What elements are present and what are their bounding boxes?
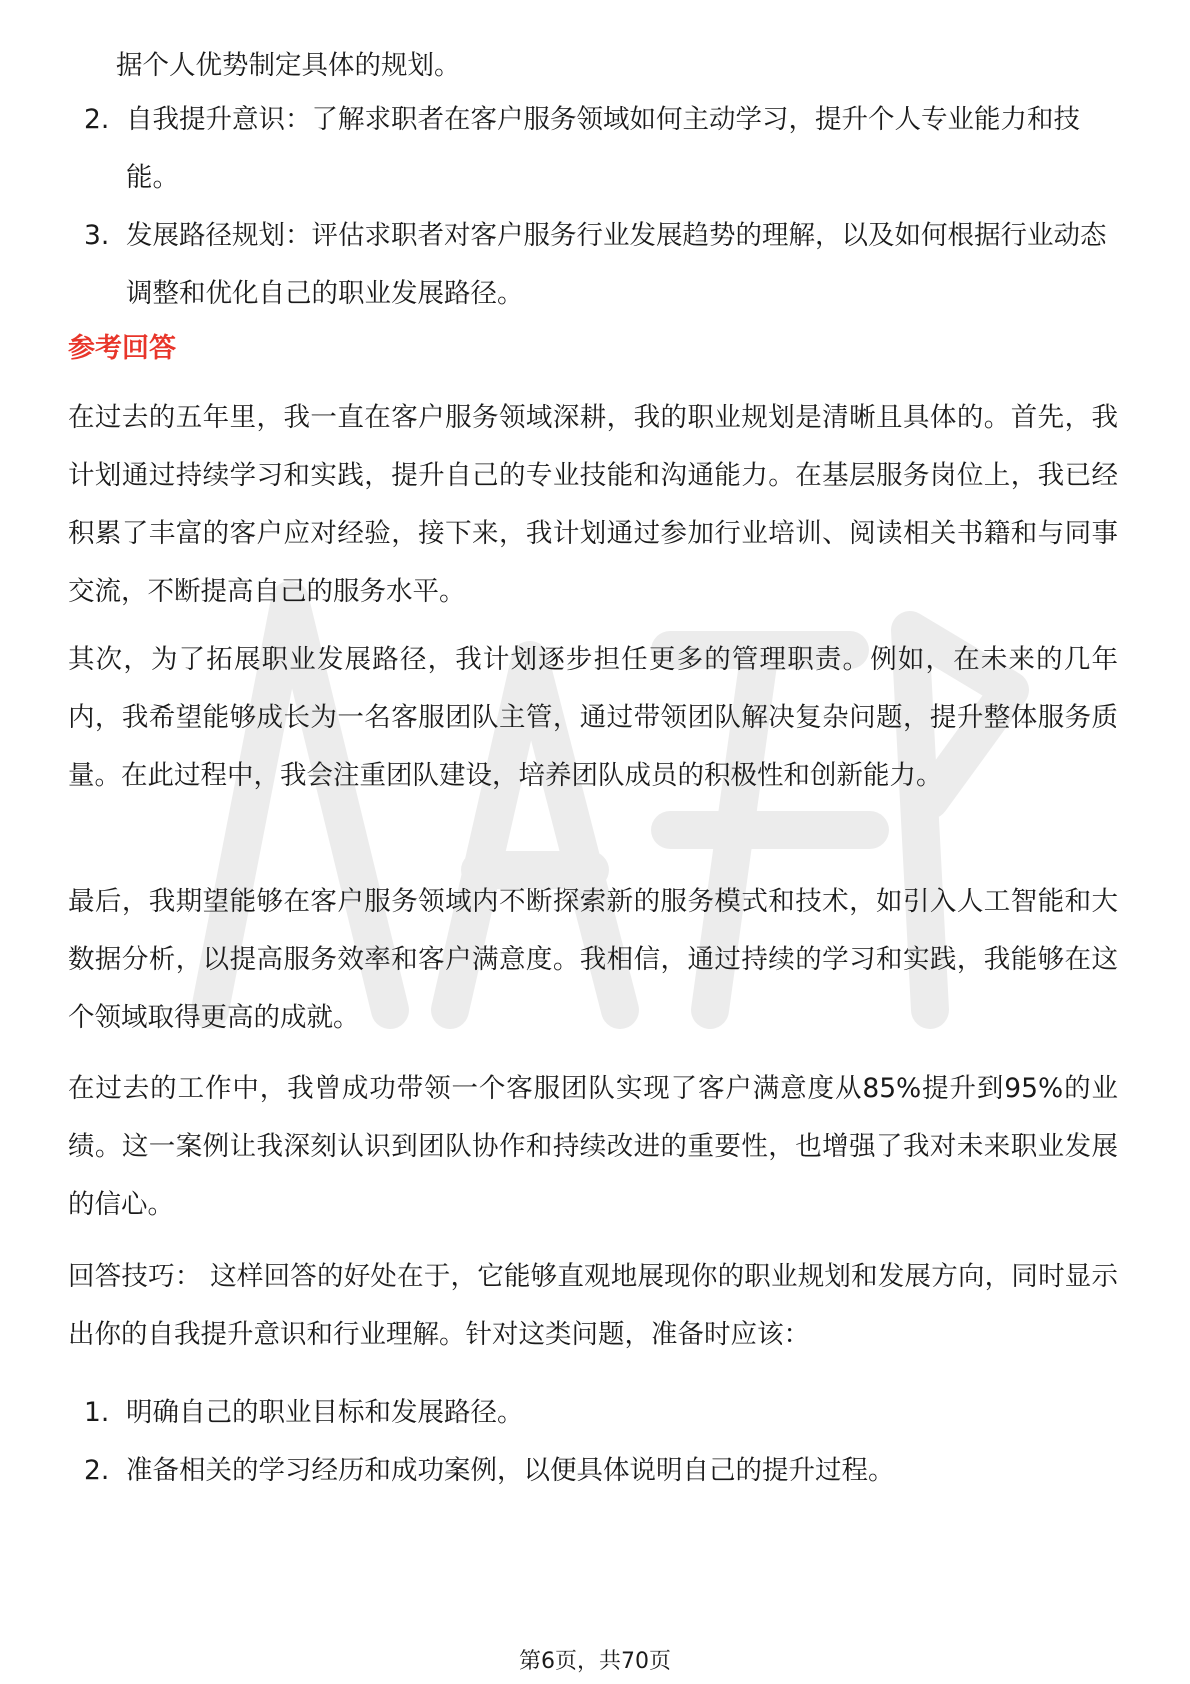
- page-footer: 第6页，共70页: [519, 1649, 671, 1674]
- answer-tips-paragraph: 回答技巧： 这样回答的好处在于，它能够直观地展现你的职业规划和发展方向，同时显示出你的自我提升意识和行业理解。针对这类问题，准备时应该：: [68, 1261, 1118, 1350]
- list-item: [72, 91, 1122, 207]
- list-number: 2.: [84, 104, 110, 135]
- continuation-line: 据个人优势制定具体的规划。: [116, 50, 461, 81]
- list-number: 3.: [84, 220, 110, 251]
- list-item: [72, 207, 1122, 323]
- list-text: 准备相关的学习经历和成功案例，以便具体说明自己的提升过程。: [126, 1455, 895, 1486]
- answer-paragraph: 在过去的工作中，我曾成功带领一个客服团队实现了客户满意度从85%提升到95%的业绩。这一案例让我深刻认识到团队协作和持续改进的重要性，也增强了我对未来职业发展的信心。: [68, 1073, 1118, 1220]
- list-number: 2.: [84, 1455, 110, 1486]
- list-text: 自我提升意识：了解求职者在客户服务领域如何主动学习，提升个人专业能力和技能。: [126, 104, 1080, 193]
- list-item: [72, 1442, 1122, 1500]
- tips-list: [72, 1384, 1122, 1500]
- list-number: 1.: [84, 1397, 110, 1428]
- list-text: 发展路径规划：评估求职者对客户服务行业发展趋势的理解，以及如何根据行业动态调整和优化自己的职业发展路径。: [126, 220, 1107, 309]
- answer-paragraph: 其次，为了拓展职业发展路径，我计划逐步担任更多的管理职责。例如，在未来的几年内，我希望能够成长为一名客服团队主管，通过带领团队解决复杂问题，提升整体服务质量。在此过程中，我会注重团队建设，培养团队成员的积极性和创新能力。: [68, 644, 1118, 791]
- list-item: [72, 1384, 1122, 1442]
- section-heading: 参考回答: [68, 333, 176, 364]
- answer-paragraph: 在过去的五年里，我一直在客户服务领域深耕，我的职业规划是清晰且具体的。首先，我计划通过持续学习和实践，提升自己的专业技能和沟通能力。在基层服务岗位上，我已经积累了丰富的客户应对经验，接下来，我计划通过参加行业培训、阅读相关书籍和与同事交流，不断提高自己的服务水平。: [68, 402, 1118, 607]
- focus-list: [72, 91, 1122, 323]
- answer-paragraph: 最后，我期望能够在客户服务领域内不断探索新的服务模式和技术，如引入人工智能和大数据分析，以提高服务效率和客户满意度。我相信，通过持续的学习和实践，我能够在这个领域取得更高的成就。: [68, 886, 1118, 1033]
- list-text: 明确自己的职业目标和发展路径。: [126, 1397, 524, 1428]
